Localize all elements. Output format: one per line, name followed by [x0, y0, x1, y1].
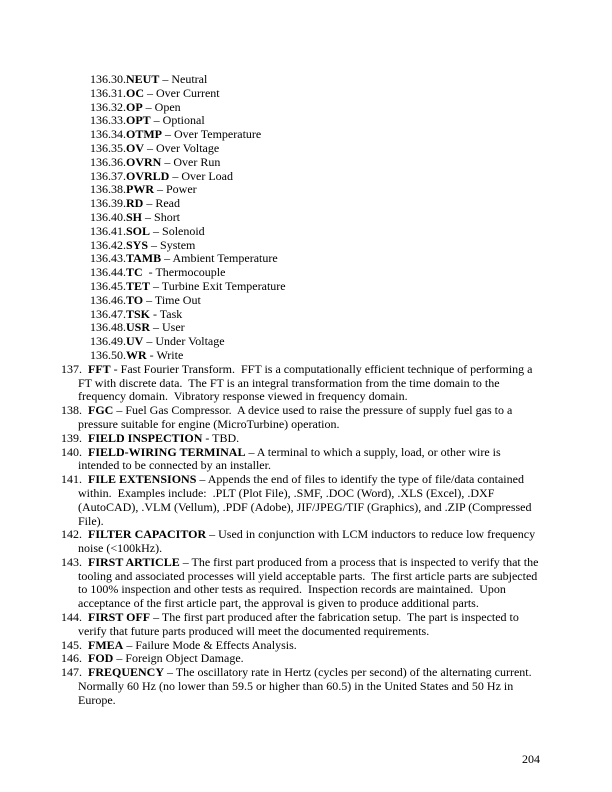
definition-list	[61, 363, 540, 708]
abbreviation-term: WR	[126, 347, 147, 362]
abbreviation-item	[90, 73, 540, 87]
abbreviation-item	[90, 183, 540, 197]
abbreviation-definition: – Optional	[150, 113, 205, 128]
definition-item	[61, 432, 540, 446]
abbreviation-term: RD	[126, 196, 144, 211]
definition-term: FIRST OFF	[88, 610, 151, 625]
definition-body: – Foreign Object Damage.	[113, 651, 244, 666]
abbreviation-number: 136.30.	[90, 72, 126, 86]
abbreviation-definition: – Turbine Exit Temperature	[150, 278, 286, 293]
abbreviation-item	[90, 335, 540, 349]
abbreviation-item	[90, 294, 540, 308]
definition-item	[61, 446, 540, 474]
definition-item	[61, 404, 540, 432]
abbreviation-number: 136.44.	[90, 265, 126, 280]
abbreviation-term: OPT	[126, 113, 151, 128]
definition-number: 142.	[61, 527, 82, 542]
abbreviation-item	[90, 156, 540, 170]
definition-term: FMEA	[88, 637, 124, 652]
abbreviation-number: 136.48.	[90, 320, 126, 335]
abbreviation-item	[90, 128, 540, 142]
definition-number: 145.	[61, 637, 82, 652]
abbreviation-item	[90, 170, 540, 184]
abbreviation-item	[90, 197, 540, 211]
abbreviation-term: SOL	[126, 223, 151, 238]
abbreviation-definition: – Ambient Temperature	[161, 251, 278, 266]
definition-item	[61, 611, 540, 639]
definition-term: FILTER CAPACITOR	[88, 527, 207, 542]
abbreviation-term: TC	[126, 265, 143, 280]
abbreviation-definition: – User	[150, 320, 185, 335]
abbreviation-definition: – Time Out	[143, 292, 201, 307]
abbreviation-definition: – Over Run	[161, 154, 221, 169]
abbreviation-term: TSK	[126, 306, 151, 321]
abbreviation-item	[90, 252, 540, 266]
definition-item	[61, 473, 540, 528]
definition-item	[61, 639, 540, 653]
definition-number: 141.	[61, 472, 82, 487]
page-content	[61, 73, 540, 708]
abbreviation-number: 136.37.	[90, 168, 126, 183]
abbreviation-number: 136.34.	[90, 127, 126, 142]
definition-body: - TBD.	[202, 430, 240, 445]
definition-number: 138.	[61, 403, 82, 418]
abbreviation-term: OV	[126, 140, 144, 155]
abbreviation-term: PWR	[126, 182, 154, 197]
abbreviation-term: NEUT	[126, 72, 160, 86]
definition-term: FIELD-WIRING TERMINAL	[88, 444, 246, 459]
abbreviation-item	[90, 142, 540, 156]
definition-body: – The oscillatory rate in Hertz (cycles per second) of the alternating current. Normally 60 Hz (no lower than 59.5 or higher than 60.5) in the United States and 50 Hz in Europe.	[78, 665, 538, 707]
definition-item	[61, 652, 540, 666]
abbreviation-definition: – Over Temperature	[162, 127, 262, 142]
definition-term: FIELD INSPECTION	[88, 430, 203, 445]
definition-number: 143.	[61, 554, 82, 569]
definition-term: FREQUENCY	[88, 665, 165, 680]
abbreviation-definition: – Solenoid	[150, 223, 205, 238]
definition-body: – Appends the end of files to identify the type of file/data contained within. Examples include: .PLT (Plot File), .SMF, .DOC (Word), .XLS (Excel), .DXF (AutoCAD), .VLM (Vellum), .PDF (Adobe), JIF/JPEG/TIF (Graphics), and .ZIP (Compressed File).	[78, 472, 535, 528]
abbreviation-item	[90, 308, 540, 322]
abbreviation-term: OC	[126, 85, 144, 100]
abbreviation-definition: – Read	[143, 196, 180, 211]
abbreviation-number: 136.50.	[90, 347, 126, 362]
page-number: 204	[522, 752, 540, 766]
abbreviation-item	[90, 114, 540, 128]
abbreviation-item	[90, 239, 540, 253]
abbreviation-number: 136.35.	[90, 140, 126, 155]
abbreviation-definition: - Write	[146, 347, 184, 362]
abbreviation-item	[90, 280, 540, 294]
abbreviation-item	[90, 87, 540, 101]
abbreviation-definition: – Under Voltage	[143, 334, 225, 349]
definition-body: – Fuel Gas Compressor. A device used to raise the pressure of supply fuel gas to a pressure suitable for engine (MicroTurbine) operation.	[78, 403, 516, 431]
abbreviation-term: OTMP	[126, 127, 162, 142]
abbreviation-definition: – Open	[142, 99, 181, 114]
abbreviation-number: 136.31.	[90, 85, 126, 100]
definition-item	[61, 528, 540, 556]
definition-number: 144.	[61, 610, 82, 625]
abbreviation-item	[90, 211, 540, 225]
abbreviation-term: TAMB	[126, 251, 162, 266]
definition-item	[61, 666, 540, 707]
abbreviation-number: 136.33.	[90, 113, 126, 128]
definition-body: – The first part produced after the fabrication setup. The part is inspected to verify that future parts produced will meet the documented requirements.	[78, 610, 522, 638]
abbreviation-number: 136.39.	[90, 196, 126, 211]
definition-number: 146.	[61, 651, 82, 666]
abbreviation-term: SYS	[126, 237, 149, 252]
abbreviation-item	[90, 266, 540, 280]
abbreviation-item	[90, 101, 540, 115]
definition-body: – A terminal to which a supply, load, or other wire is intended to be connected by an installer.	[78, 444, 504, 473]
abbreviation-definition: – Power	[154, 182, 197, 197]
abbreviation-term: UV	[126, 334, 144, 349]
abbreviation-definition: - Task	[150, 306, 183, 321]
abbreviation-definition: – Over Voltage	[144, 140, 220, 155]
abbreviation-definition: – System	[148, 237, 196, 252]
abbreviation-term: OVRLD	[126, 168, 170, 183]
abbreviation-number: 136.36.	[90, 154, 126, 169]
abbreviation-term: TET	[126, 278, 151, 293]
definition-number: 137.	[61, 361, 82, 376]
abbreviation-number: 136.45.	[90, 278, 126, 293]
abbreviation-number: 136.41.	[90, 223, 126, 238]
abbreviation-term: TO	[126, 292, 144, 307]
definition-term: FIRST ARTICLE	[88, 554, 180, 569]
abbreviation-number: 136.38.	[90, 182, 126, 197]
abbreviation-number: 136.46.	[90, 292, 126, 307]
definition-body: – The first part produced from a process that is inspected to verify that the tooling and associated processes will yield acceptable parts. The first article parts are subjected to 100% inspection and other tests as required. Inspection records are maintained. Upon acceptance of the first article part, the approval is given to produce additional parts.	[78, 554, 542, 611]
definition-item	[61, 556, 540, 611]
abbreviation-number: 136.32.	[90, 99, 126, 114]
abbreviation-number: 136.42.	[90, 237, 126, 252]
abbreviation-term: OVRN	[126, 154, 162, 169]
abbreviation-definition: – Over Current	[144, 85, 220, 100]
abbreviation-number: 136.49.	[90, 334, 126, 349]
abbreviation-definition: – Over Load	[169, 168, 233, 183]
abbreviation-item	[90, 225, 540, 239]
abbreviation-item	[90, 321, 540, 335]
definition-term: FFT	[88, 361, 111, 376]
abbreviation-term: USR	[126, 320, 151, 335]
definition-number: 139.	[61, 430, 82, 445]
abbreviation-definition: – Short	[142, 209, 181, 224]
abbreviation-list	[90, 73, 540, 363]
definition-term: FILE EXTENSIONS	[88, 472, 197, 487]
definition-body: – Used in conjunction with LCM inductors to reduce low frequency noise (<100kHz).	[78, 527, 539, 556]
abbreviation-number: 136.43.	[90, 251, 126, 266]
abbreviation-term: SH	[126, 209, 143, 224]
definition-body: - Fast Fourier Transform. FFT is a computationally efficient technique of performing a FT with discrete data. The FT is an integral transformation from the time domain to the frequency domain. Vibratory response viewed in frequency domain.	[78, 361, 536, 404]
definition-body: – Failure Mode & Effects Analysis.	[123, 637, 297, 652]
abbreviation-definition: – Neutral	[159, 72, 208, 86]
abbreviation-definition: - Thermocouple	[142, 265, 226, 280]
abbreviation-number: 136.47.	[90, 306, 126, 321]
definition-number: 140.	[61, 444, 82, 459]
definition-item	[61, 363, 540, 404]
definition-number: 147.	[61, 665, 82, 680]
abbreviation-term: OP	[126, 99, 143, 114]
abbreviation-number: 136.40.	[90, 209, 126, 224]
definition-term: FGC	[88, 403, 114, 418]
abbreviation-item	[90, 349, 540, 363]
definition-term: FOD	[88, 651, 114, 666]
